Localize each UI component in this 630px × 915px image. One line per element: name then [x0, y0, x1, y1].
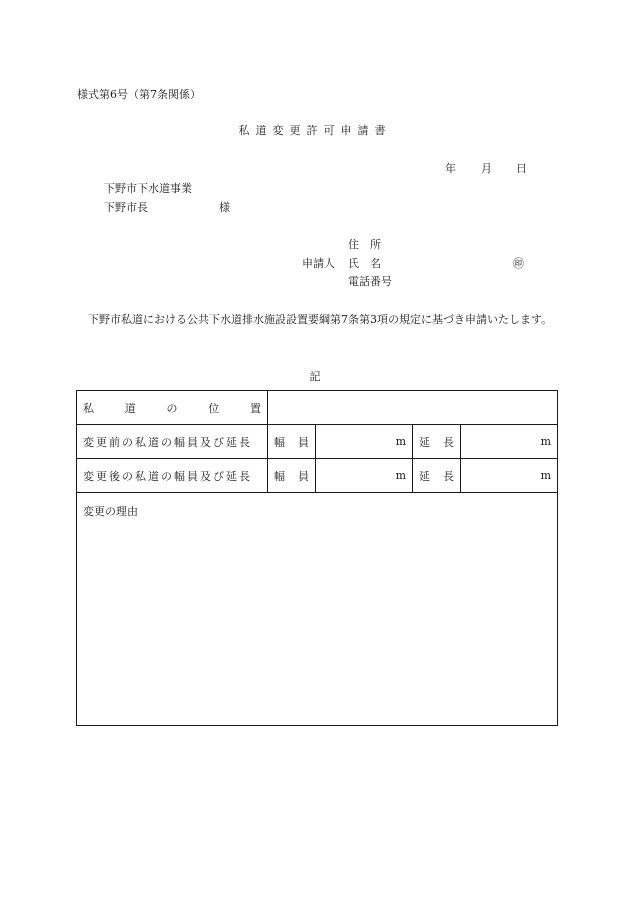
- location-label-char: 私: [83, 401, 94, 415]
- after-width-input-cell[interactable]: [316, 459, 413, 493]
- location-label-char: 道: [124, 401, 136, 415]
- after-length-unit: m: [540, 469, 551, 482]
- after-width-label-cell: [268, 459, 316, 493]
- document-title: 私道変更許可申請書: [238, 124, 392, 137]
- after-length-label-cell: [413, 459, 461, 493]
- form-number: 様式第6号（第7条関係）: [77, 88, 201, 101]
- addressee-organization: 下野市下水道事業: [104, 182, 192, 195]
- location-input-cell[interactable]: [268, 391, 558, 425]
- width-label-char: 員: [298, 435, 309, 449]
- before-label: [77, 425, 268, 459]
- before-width-label: [274, 434, 309, 450]
- reason-label: 変更の理由: [83, 505, 138, 518]
- addressee-honorific: 様: [219, 201, 230, 214]
- seal-mark: ㊞: [513, 257, 524, 270]
- location-label-char: の: [166, 401, 178, 415]
- width-label-char: 幅: [274, 435, 285, 449]
- application-statement: 下野市私道における公共下水道排水施設設置要綱第7条第3項の規定に基づき申請いたします。: [88, 313, 553, 326]
- before-width-input-cell[interactable]: [316, 425, 413, 459]
- before-width-label-cell: [268, 425, 316, 459]
- applicant-name-label: 氏名: [348, 257, 392, 270]
- before-length-unit: m: [540, 435, 551, 448]
- applicant-address-label: 住所: [348, 238, 392, 251]
- before-length-label: [419, 434, 454, 450]
- width-label-char: 幅: [274, 469, 285, 483]
- location-label-char: 位: [208, 401, 220, 415]
- reason-row: [77, 493, 558, 726]
- location-label-cell: [77, 391, 268, 425]
- ki-heading: 記: [309, 370, 321, 383]
- before-width-unit: m: [395, 435, 406, 448]
- after-width-unit: m: [395, 469, 406, 482]
- after-length-label: [419, 468, 454, 484]
- location-row: [77, 391, 558, 425]
- applicant-phone-label: 電話番号: [348, 275, 392, 288]
- application-table: [76, 390, 558, 726]
- applicant-role-label: 申請人: [302, 257, 335, 270]
- addressee-title: 下野市長: [104, 201, 148, 214]
- after-row: [77, 459, 558, 493]
- before-label-text: 変更前の私道の幅員及び延長: [83, 435, 252, 449]
- after-length-input-cell[interactable]: [461, 459, 558, 493]
- reason-input-cell[interactable]: [77, 493, 558, 726]
- before-length-label-cell: [413, 425, 461, 459]
- before-row: [77, 425, 558, 459]
- after-width-label: [274, 468, 309, 484]
- location-label: [83, 400, 261, 416]
- date-day-label: 日: [516, 162, 527, 175]
- width-label-char: 員: [298, 469, 309, 483]
- after-label: [77, 459, 268, 493]
- location-label-char: 置: [250, 401, 261, 415]
- length-label-char: 長: [443, 469, 454, 483]
- length-label-char: 延: [419, 469, 430, 483]
- length-label-char: 延: [419, 435, 430, 449]
- length-label-char: 長: [443, 435, 454, 449]
- before-length-input-cell[interactable]: [461, 425, 558, 459]
- date-year-label: 年: [445, 162, 456, 175]
- date-month-label: 月: [481, 162, 492, 175]
- after-label-text: 変更後の私道の幅員及び延長: [83, 469, 252, 483]
